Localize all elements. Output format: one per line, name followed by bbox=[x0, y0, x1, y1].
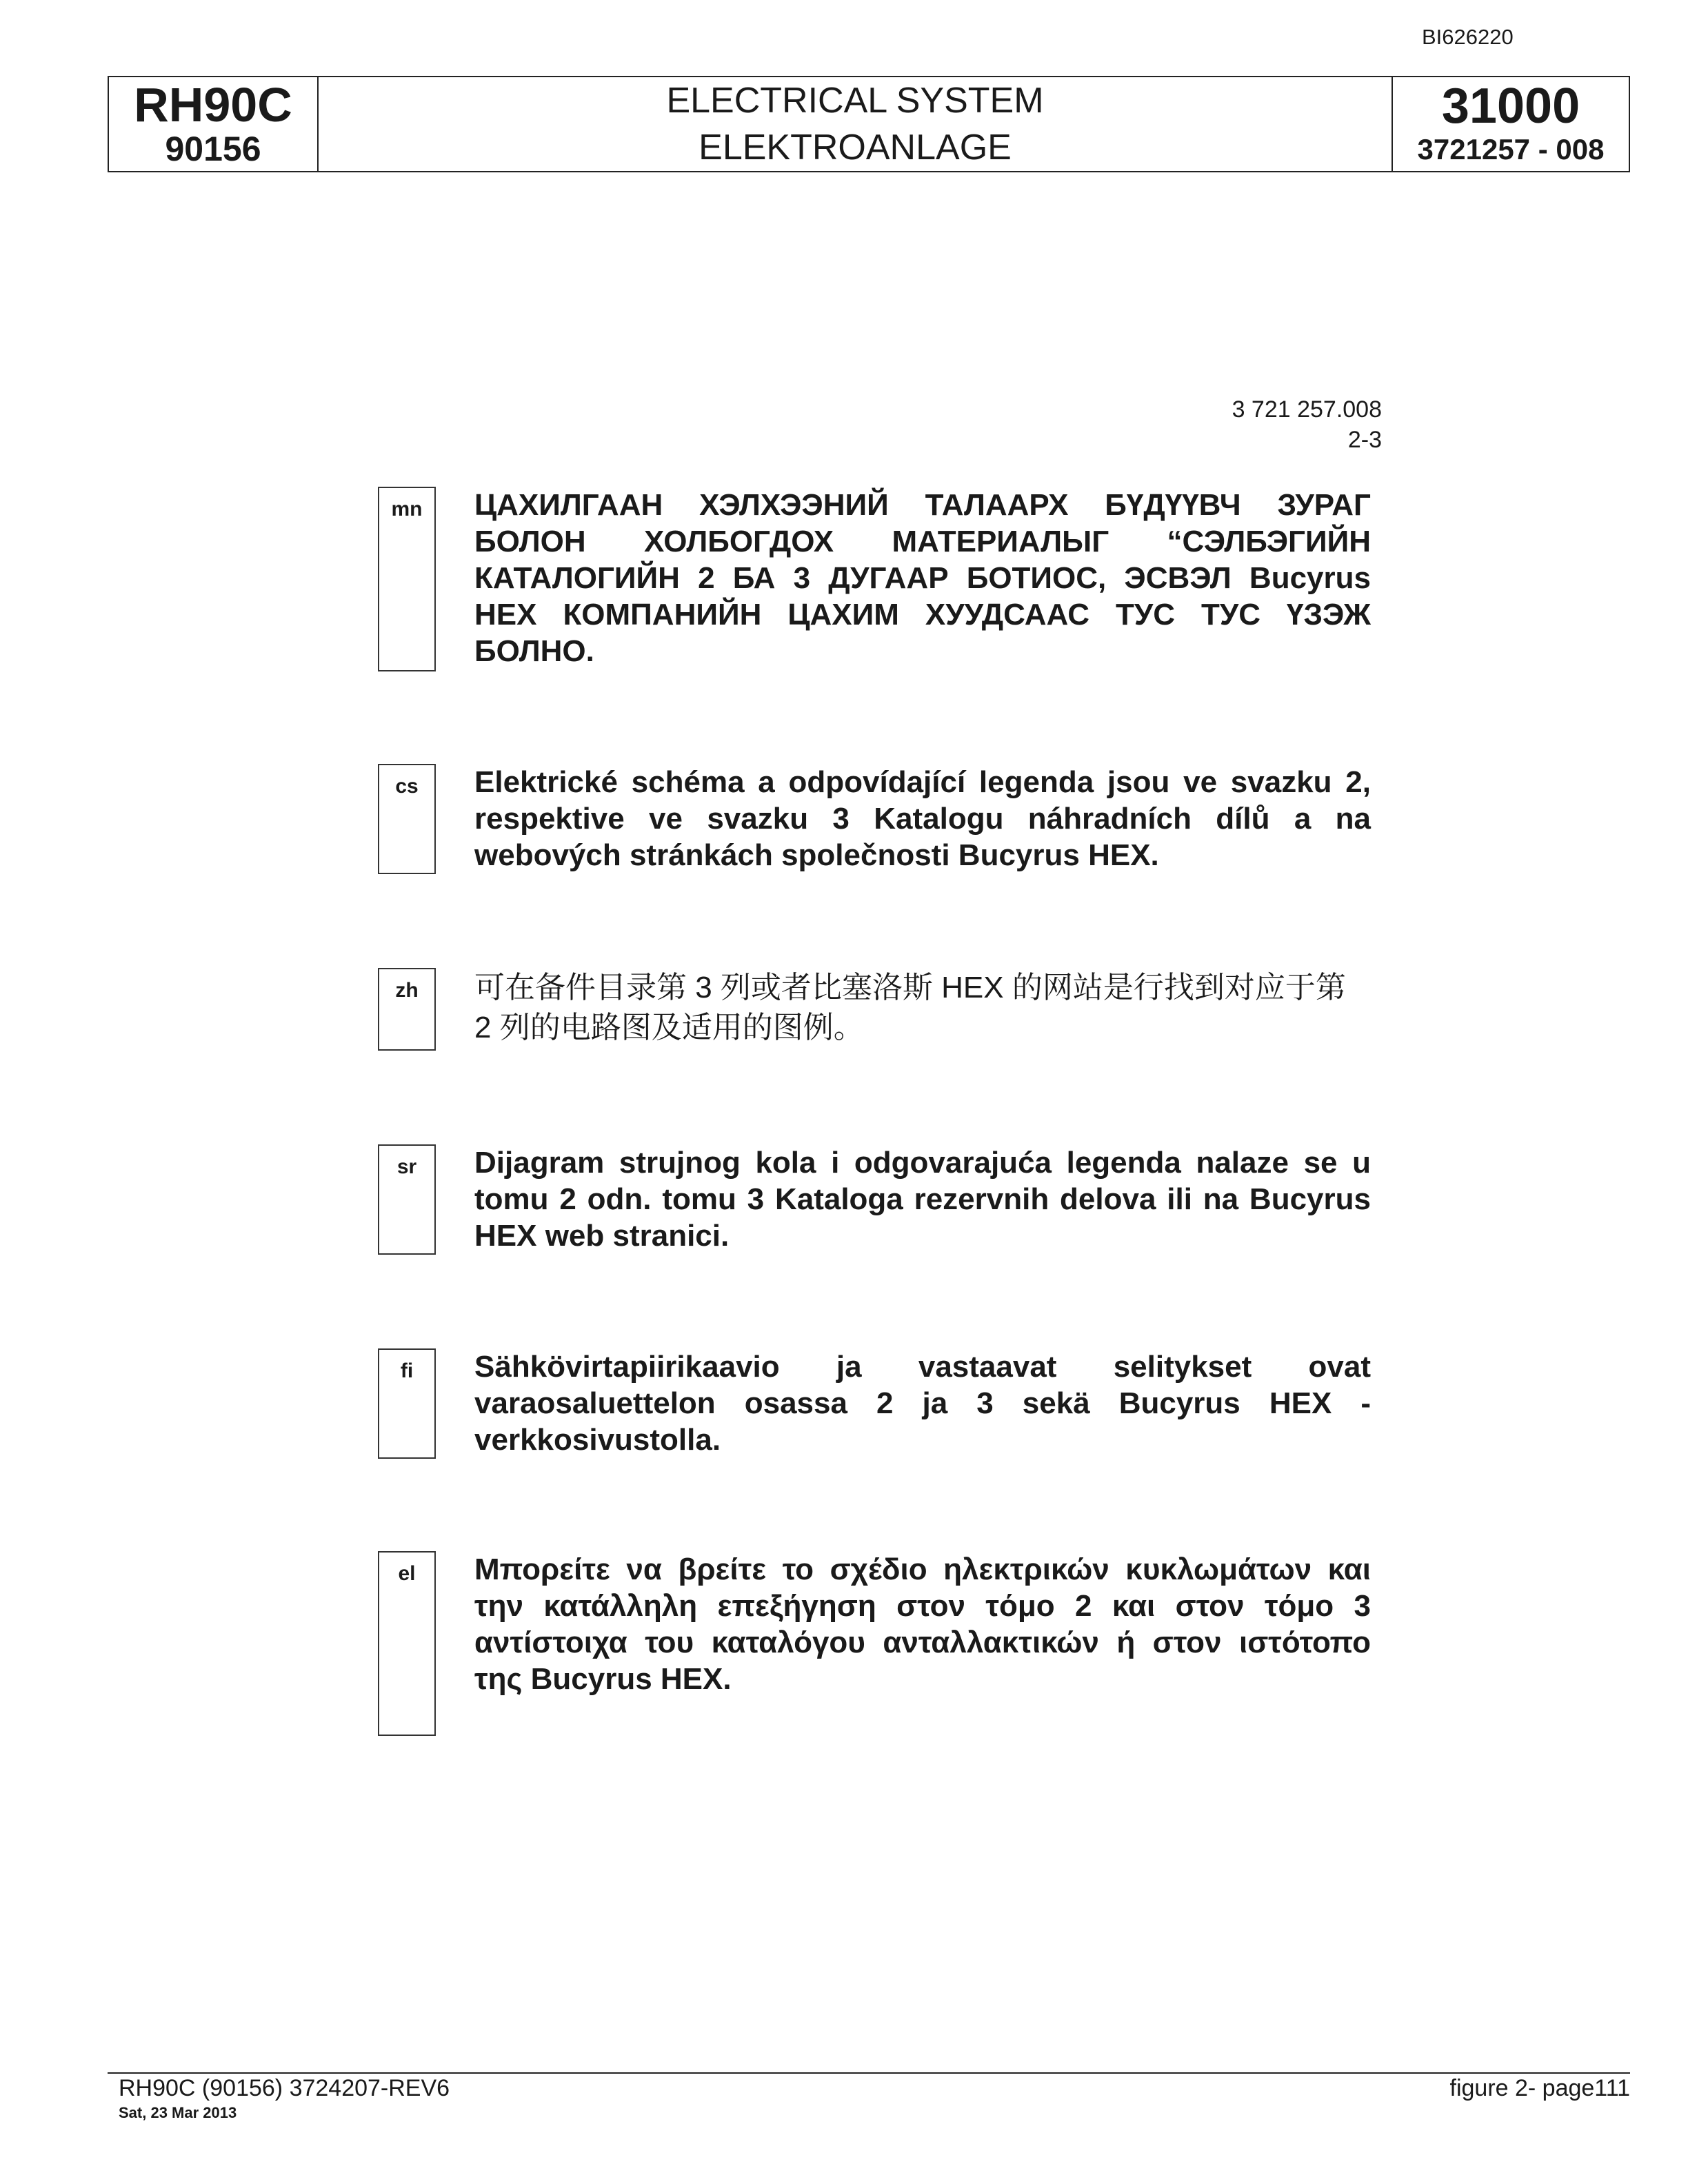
title-english: ELECTRICAL SYSTEM bbox=[666, 81, 1044, 121]
model-name: RH90C bbox=[134, 78, 292, 132]
language-tag-el: el bbox=[378, 1551, 436, 1736]
note-text-zh: 可在备件目录第 3 列或者比塞洛斯 HEX 的网站是行找到对应于第 2 列的电路图及适用的图例。 bbox=[474, 971, 1346, 1044]
reference-number: 3 721 257.008 bbox=[1232, 396, 1382, 423]
title-cell bbox=[319, 77, 1391, 171]
code-cell bbox=[1391, 77, 1629, 171]
footer-divider bbox=[108, 2072, 1630, 2074]
title-german: ELEKTROANLAGE bbox=[699, 128, 1012, 168]
model-cell bbox=[109, 77, 319, 171]
reference-block bbox=[1103, 394, 1382, 455]
language-tag-sr: sr bbox=[378, 1144, 436, 1255]
reference-sheet: 2-3 bbox=[1347, 427, 1382, 453]
serial-number: 90156 bbox=[165, 130, 261, 168]
footer-page-ref: figure 2- page111 bbox=[1449, 2075, 1630, 2101]
language-tag-fi: fi bbox=[378, 1348, 436, 1459]
note-text-mn: ЦАХИЛГААН ХЭЛХЭЭНИЙ ТАЛААРХ БҮДҮҮВЧ ЗУРАГ БОЛОН ХОЛБОГДОХ МАТЕРИАЛЫГ “СЭЛБЭГИЙН КАТАЛОГИЙН 2 БА 3 ДУГААР БОТИОС, ЭСВЭЛ Bucyrus HEX КОМПАНИЙН ЦАХИМ ХУУДСААС ТУС ТУС ҮЗЭЖ БОЛНО. bbox=[474, 488, 1371, 668]
note-text-fi: Sähkövirtapiirikaavio ja vastaavat selitykset ovat varaosaluettelon osassa 2 ja 3 sekä Bucyrus HEX -verkkosivustolla. bbox=[474, 1350, 1371, 1457]
language-tag-cs: cs bbox=[378, 764, 436, 874]
language-tag-mn: mn bbox=[378, 487, 436, 671]
note-text-el: Μπορείτε να βρείτε το σχέδιο ηλεκτρικών κυκλωμάτων και την κατάλληλη επεξήγηση στον τόμο 2 και στον τόμο 3 αντίστοιχα του καταλόγου ανταλλακτικών ή στον ιστότοπο της Bucyrus HEX. bbox=[474, 1553, 1371, 1696]
footer-date: Sat, 23 Mar 2013 bbox=[119, 2104, 237, 2121]
language-tag-zh: zh bbox=[378, 968, 436, 1051]
section-code: 31000 bbox=[1441, 79, 1580, 134]
footer-document-ref: RH90C (90156) 3724207-REV6 bbox=[119, 2075, 450, 2101]
document-id: BI626220 bbox=[1422, 25, 1514, 49]
header-table bbox=[108, 76, 1630, 172]
note-text-cs: Elektrické schéma a odpovídající legenda jsou ve svazku 2, respektive ve svazku 3 Katalogu náhradních dílů a na webových stránkách společnosti Bucyrus HEX. bbox=[474, 765, 1371, 872]
note-text-sr: Dijagram strujnog kola i odgovarajuća legenda nalaze se u tomu 2 odn. tomu 3 Kataloga rezervnih delova ili na Bucyrus HEX web stranici. bbox=[474, 1146, 1371, 1253]
part-number: 3721257 - 008 bbox=[1417, 133, 1605, 165]
